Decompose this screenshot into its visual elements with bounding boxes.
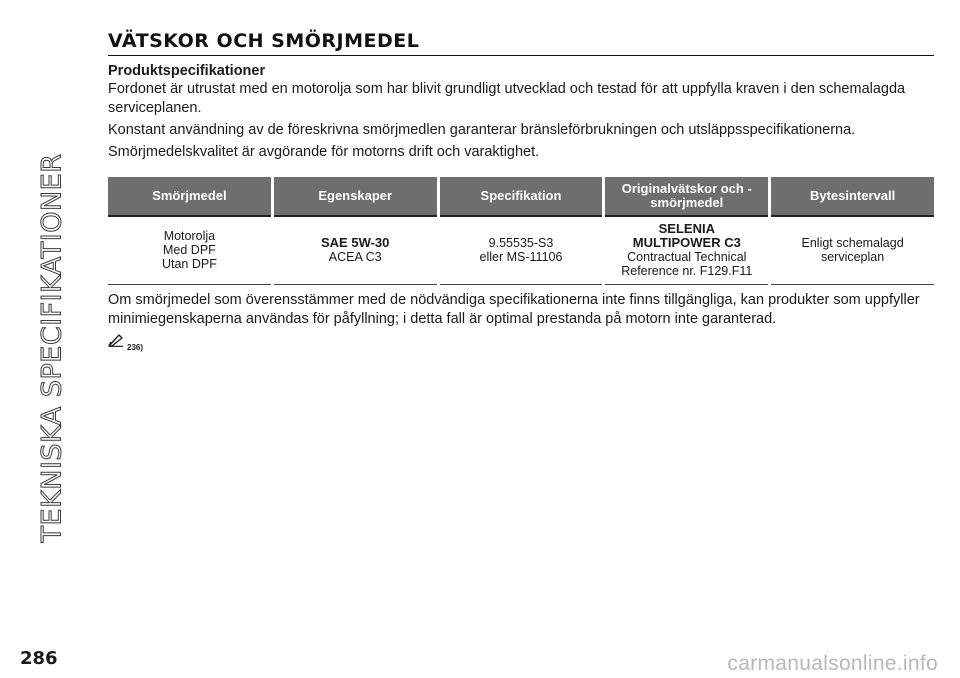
- intro-paragraph-2: Konstant användning av de föreskrivna smörjmedlen garanterar bränsleförbrukningen och utsläppsspecifikationerna.: [108, 122, 856, 138]
- header-properties: Egenskaper: [274, 177, 437, 217]
- page-content: [108, 30, 934, 352]
- cell-lubricant: [108, 217, 271, 285]
- cell-properties: [274, 217, 437, 285]
- cell-original-fluids: [605, 217, 768, 285]
- side-section-title: TEKNISKA SPECIFIKATIONER: [36, 153, 68, 543]
- section-title: VÄTSKOR OCH SMÖRJMEDEL: [108, 30, 934, 56]
- header-lubricant: Smörjmedel: [108, 177, 271, 217]
- original-reference-1: Contractual Technical: [627, 250, 747, 264]
- lubricant-line-2: Med DPF: [163, 243, 216, 257]
- availability-note: Om smörjmedel som överensstämmer med de nödvändiga specifikationerna inte finns tillgängliga, kan produkter som uppfyller minimiegenskaperna användas för påfyllning; i detta fall är optimal prestanda på motorn inte garanterad.: [108, 292, 920, 327]
- specification-line-1: 9.55535-S3: [488, 236, 554, 250]
- interval-line-1: Enligt schemalagd: [801, 236, 904, 250]
- header-interval: Bytesintervall: [771, 177, 934, 217]
- warning-ref-number: 236): [127, 343, 144, 352]
- interval-line-2: serviceplan: [820, 250, 885, 264]
- site-watermark: carmanualsonline.info: [727, 652, 938, 675]
- table-header-row: [108, 177, 934, 217]
- lubricant-line-3: Utan DPF: [161, 257, 217, 271]
- pencil-warning-icon: [108, 333, 124, 352]
- specification-line-2: eller MS-11106: [479, 250, 563, 264]
- page-number: 286: [20, 648, 58, 669]
- header-specification: Specifikation: [440, 177, 603, 217]
- properties-acea: ACEA C3: [328, 250, 382, 264]
- intro-paragraph-1: Fordonet är utrustat med en motorolja som har blivit grundligt utvecklad och testad för att uppfylla kraven i den schemalagda serviceplanen.: [108, 81, 906, 116]
- original-brand: SELENIA: [658, 221, 715, 236]
- header-original-fluids: Originalvätskor och -smörjmedel: [605, 177, 768, 217]
- lubricant-line-1: Motorolja: [163, 229, 216, 243]
- intro-paragraph-3: Smörjmedelskvalitet är avgörande för motorns drift och varaktighet.: [108, 144, 540, 160]
- warning-reference: [108, 333, 934, 352]
- cell-specification: [440, 217, 603, 285]
- properties-grade: SAE 5W-30: [321, 235, 390, 250]
- lubricant-spec-table: [105, 177, 937, 285]
- sub-heading: Produktspecifikationer: [108, 63, 266, 79]
- table-row: [108, 217, 934, 285]
- original-product: MULTIPOWER C3: [632, 235, 741, 250]
- cell-interval: [771, 217, 934, 285]
- original-reference-2: Reference nr. F129.F11: [621, 264, 753, 278]
